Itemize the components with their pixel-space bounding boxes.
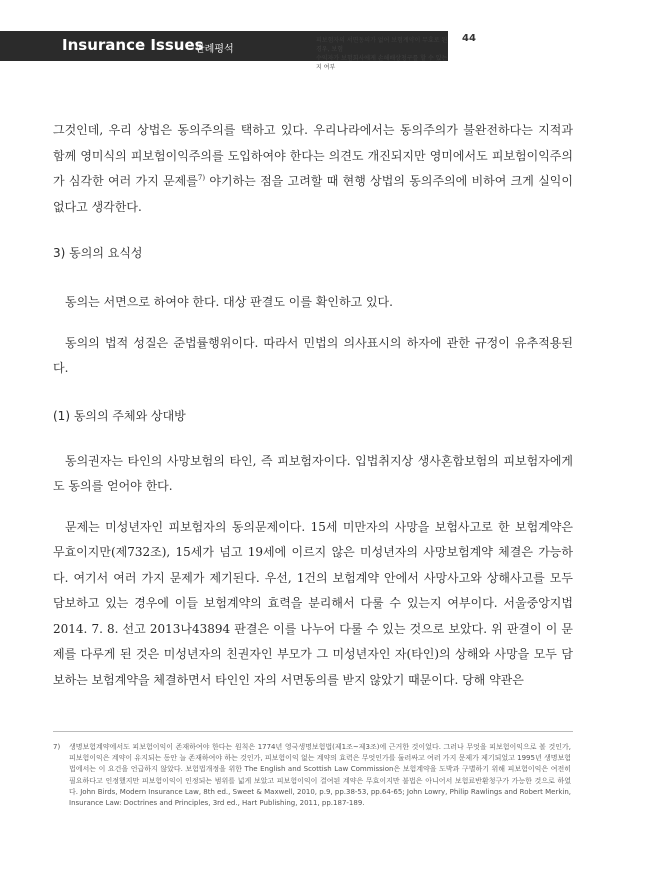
- running-header-subtitle: [316, 36, 451, 72]
- subtitle-line-2: 수익자가 보험회사에게 손해배상청구를 할 수 있는지 여부: [316, 55, 448, 71]
- section-tag: 판례평석: [195, 44, 234, 55]
- series-title: Insurance Issues: [62, 36, 204, 54]
- paragraph-1: [53, 118, 573, 220]
- section-heading-3: 3) 동의의 요식성: [53, 246, 143, 260]
- subsection-heading-1: (1) 동의의 주체와 상대방: [53, 408, 186, 423]
- footnote-text: 생명보험계약에서도 피보험이익이 존재하여야 한다는 원칙은 1774년 영국생명보험법(제1조~제3조)에 근거한 것이었다. 그러나 무엇을 피보험이익으로 볼 것인가, 피보험이익은 계약이 유지되는 동안 늘 존재하여야 하는 것인가, 피보험이익 없는 계약의 효력은 무엇인가를 둘러싸고 여러 가지 문제가 제기되었고 1995년 생명보험법에서는 이 요건을 언급하지 않았다. 보험법개정을 위한 The English and Scottish Law Commission은 보험계약을 도박과 구별하기 위해 피보험이익은 여전히 필요하다고 인정했지만 피보험이익이 인정되는 범위를 넓게 보았고 피보험이익이 결여된 계약은 무효이지만 불법은 아니어서 보험료반환청구가 가능한 것으로 하였다. John Birds, Modern Insurance Law, 8th ed., Sweet & Maxwell, 2010, p.9, pp.38-53, pp.64-65; John Lowry, Philip Rawlings and Robert Merkin, Insurance Law: Doctrines and Principles, 3rd ed., Hart Publishing, 2011, pp.187-189.: [69, 743, 571, 808]
- subtitle-line-1: 피보험자의 서면동의가 없어 보험계약이 무효로 된 경우, 보험: [316, 37, 448, 53]
- page-number: 44: [462, 33, 476, 44]
- footnote-ref-7[interactable]: 7): [197, 174, 206, 182]
- paragraph-4: 동의권자는 타인의 사망보험의 타인, 즉 피보험자이다. 입법취지상 생사혼합보험의 피보험자에게도 동의를 얻어야 한다.: [53, 453, 573, 493]
- footnote-7: [53, 742, 571, 809]
- body-text: [53, 118, 573, 693]
- paragraph-1-tail: 야기하는 점을 고려할 때 현행 상법의 동의주의에 비하여 크게 실익이 없다고 생각한다.: [53, 174, 573, 214]
- paragraph-5: 문제는 미성년자인 피보험자의 동의문제이다. 15세 미만자의 사망을 보험사고로 한 보험계약은 무효이지만(제732조), 15세가 넘고 19세에 이르지 않은 미성년자의 사망보험계약 체결은 가능하다. 여기서 여러 가지 문제가 제기된다. 우선, 1건의 보험계약 안에서 사망사고와 상해사고를 모두 담보하고 있는 경우에 이들 보험계약의 효력을 분리해서 다룰 수 있는지 여부이다. 서울중앙지법 2014. 7. 8. 선고 2013나43894 판결은 이를 나누어 다룰 수 있는 것으로 보았다. 위 판결이 이 문제를 다루게 된 것은 미성년자의 친권자인 부모가 그 미성년자인 자(타인)의 상해와 사망을 모두 담보하는 보험계약을 체결하면서 타인인 자의 서면동의를 받지 않았기 때문이다. 당해 약관은: [53, 519, 573, 687]
- paragraph-1-text: 그것인데, 우리 상법은 동의주의를 택하고 있다. 우리나라에서는 동의주의가 불완전하다는 지적과 함께 영미식의 피보험이익주의를 도입하여야 한다는 의견도 개진되지만 영미에서도 피보험이익주의가 심각한 여러 가지 문제를: [53, 123, 573, 188]
- footnote-number: 7): [53, 743, 61, 751]
- footnote-divider: [53, 731, 573, 732]
- paragraph-2: 동의는 서면으로 하여야 한다. 대상 판결도 이를 확인하고 있다.: [65, 295, 393, 309]
- paragraph-3: 동의의 법적 성질은 준법률행위이다. 따라서 민법의 의사표시의 하자에 관한 규정이 유추적용된다.: [53, 335, 573, 375]
